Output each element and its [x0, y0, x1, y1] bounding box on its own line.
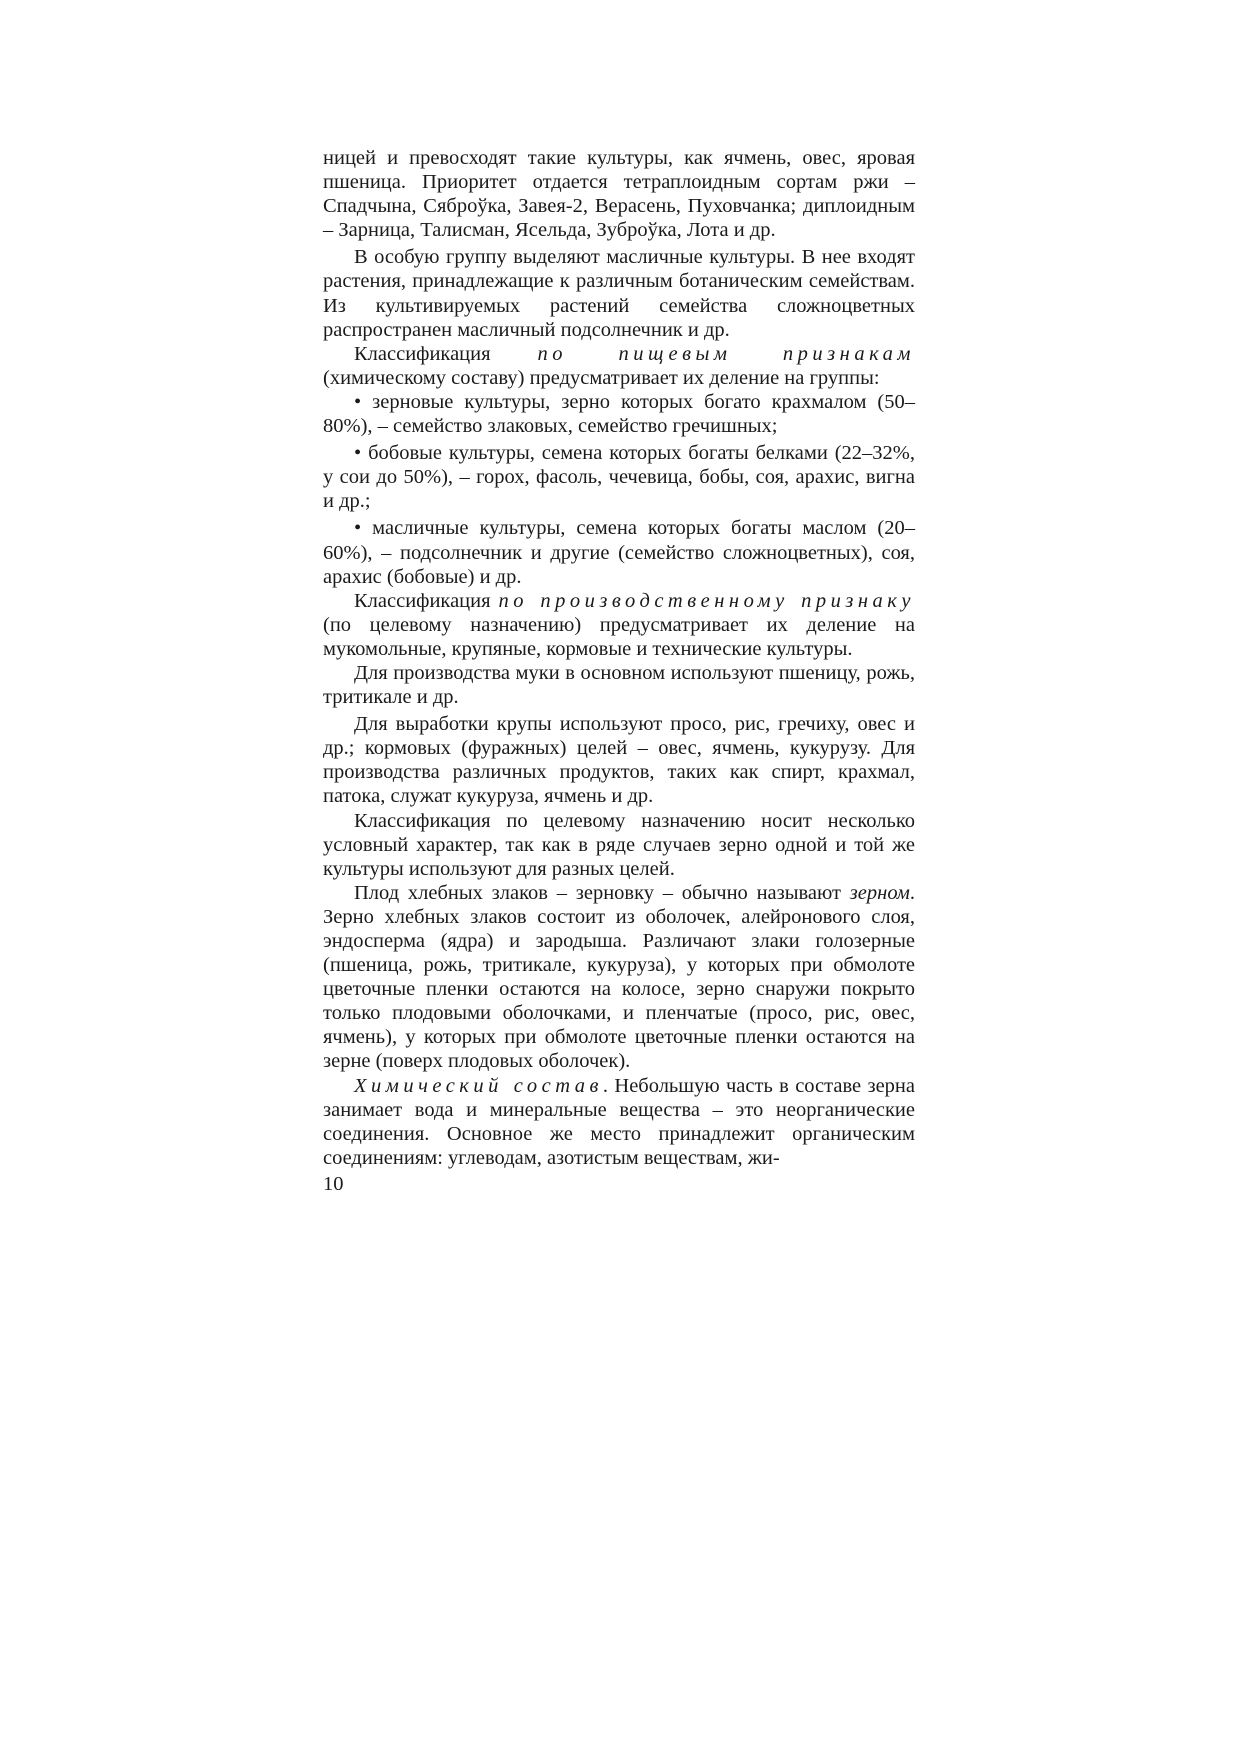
- paragraph-8-emphasis: зерном: [849, 881, 910, 904]
- paragraph-7: Классификация по целевому назначению носит несколько условный характер, так как в ряде случаев зерно одной и той же культуры используют для разных целей.: [323, 809, 915, 880]
- paragraph-9-tail: . Небольшую часть в составе зерна занимает вода и минеральные вещества – это неорганические соединения. Основное же место принадлежит органическим соединениям: углеводам, азотистым веществам, жи-: [323, 1074, 915, 1169]
- paragraph-8: [323, 881, 915, 1074]
- paragraph-8-tail: . Зерно хлебных злаков состоит из оболочек, алейронового слоя, эндосперма (ядра) и зародыша. Различают злаки голозерные (пшеница, рожь, тритикале, кукуруза), у которых при обмолоте цветочные пленки остаются на колосе, зерно снаружи покрыто только плодовыми оболочками, и пленчатые (просо, рис, овес, ячмень), у которых при обмолоте цветочные пленки остаются на зерне (поверх плодовых оболочек).: [323, 881, 915, 1073]
- bullet-item-oilseeds: • масличные культуры, семена которых богаты маслом (20–60%), – подсолнечник и другие (семейство сложноцветных), соя, арахис (бобовые) и др.: [323, 517, 915, 588]
- paragraph-3-lead: Классификация: [354, 342, 538, 365]
- paragraph-3-tail: (химическому составу) предусматривает их деление на группы:: [323, 366, 880, 389]
- paragraph-4-lead: Классификация: [354, 589, 499, 612]
- paragraph-5: Для производства муки в основном используют пшеницу, рожь, тритикале и др.: [323, 661, 915, 709]
- paragraph-6: Для выработки крупы используют просо, рис, гречиху, овес и др.; кормовых (фуражных) целей – овес, ячмень, кукурузу. Для производства различных продуктов, таких как спирт, крахмал, патока, служат кукуруза, ячмень и др.: [323, 713, 915, 808]
- paragraph-4-emphasis: по производственному признаку: [498, 589, 915, 612]
- page-number: 10: [323, 1172, 344, 1195]
- paragraph-8-lead: Плод хлебных злаков – зерновку – обычно называют: [354, 881, 850, 904]
- paragraph-4: [323, 589, 915, 661]
- page-text-block: [323, 146, 915, 1196]
- bullet-item-grain: • зерновые культуры, зерно которых богато крахмалом (50–80%), – семейство злаковых, семейство гречишных;: [323, 390, 915, 438]
- bullet-item-legumes: • бобовые культуры, семена которых богаты белками (22–32%, у сои до 50%), – горох, фасоль, чечевица, бобы, соя, арахис, вигна и др.;: [323, 442, 915, 513]
- paragraph-9-emphasis: Химический состав: [354, 1074, 603, 1097]
- paragraph-3: [323, 342, 915, 390]
- paragraph-9: [323, 1074, 915, 1170]
- paragraph-1: ницей и превосходят такие культуры, как ячмень, овес, яровая пшеница. Приоритет отдается тетраплоидным сортам ржи – Спадчына, Сяброўка, Завея-2, Верасень, Пуховчанка; диплоидным – Зарница, Талисман, Ясельда, Зуброўка, Лота и др.: [323, 147, 915, 242]
- paragraph-3-emphasis: по пищевым признакам: [537, 342, 916, 365]
- paragraph-2: В особую группу выделяют масличные культуры. В нее входят растения, принадлежащие к различным ботаническим семействам. Из культивируемых растений семейства сложноцветных распространен масличный подсолнечник и др.: [323, 246, 915, 341]
- paragraph-4-tail: (по целевому назначению) предусматривает их деление на мукомольные, крупяные, кормовые и технические культуры.: [323, 613, 915, 660]
